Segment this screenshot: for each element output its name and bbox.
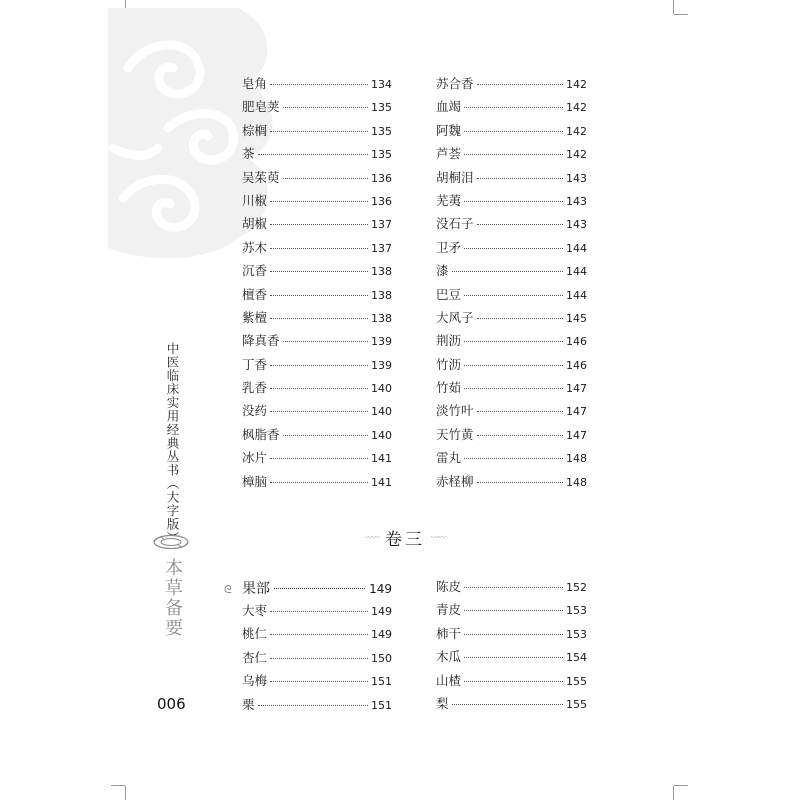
toc-entry[interactable]	[242, 425, 392, 448]
crop-mark	[674, 14, 688, 15]
leader-dots	[270, 295, 368, 296]
toc-entry-page: 138	[371, 265, 392, 279]
leader-dots	[464, 131, 563, 132]
toc-entry-name: 淡竹叶	[436, 403, 474, 419]
toc-entry-page: 152	[566, 581, 587, 594]
toc-entry-page: 139	[371, 335, 392, 349]
toc-entry-page: 135	[371, 101, 392, 115]
toc-entry-name: 乌梅	[242, 673, 268, 689]
toc-entry-name: 檀香	[242, 286, 268, 302]
leader-dots	[452, 704, 563, 705]
leader-dots	[258, 705, 368, 706]
toc-entry-page: 143	[566, 194, 587, 208]
toc-entry-page: 140	[371, 405, 392, 419]
toc-entry-name: 芦荟	[436, 146, 462, 162]
leader-dots	[270, 131, 368, 132]
toc-entry-name: 苏木	[242, 239, 268, 255]
toc-entry-page: 136	[371, 194, 392, 208]
toc-entry-name: 肥皂荚	[242, 99, 280, 115]
toc-entry-page: 150	[371, 651, 392, 665]
toc-entry-name: 没药	[242, 403, 268, 419]
toc-entry[interactable]	[242, 144, 392, 167]
leader-dots	[464, 341, 563, 342]
toc-entry-name: 竹沥	[436, 356, 462, 372]
toc-entry-page: 138	[371, 311, 392, 325]
toc-entry-page: 148	[566, 475, 587, 489]
toc-entry[interactable]	[436, 378, 587, 401]
toc-entry-name: 胡桐泪	[436, 169, 474, 185]
toc-entry-page: 142	[566, 148, 587, 162]
toc-entry[interactable]	[242, 97, 392, 120]
toc-entry-name: 沉香	[242, 263, 268, 279]
toc-column-right-top	[436, 74, 587, 495]
crop-mark	[673, 0, 674, 14]
toc-entry-page: 145	[566, 311, 587, 325]
toc-column-right-bottom	[436, 577, 587, 717]
toc-entry-name: 没石子	[436, 216, 474, 232]
toc-entry-page: 144	[566, 241, 587, 255]
toc-entry-page: 140	[371, 382, 392, 396]
toc-entry[interactable]	[436, 600, 587, 623]
toc-entry[interactable]	[242, 74, 392, 97]
toc-entry-name: 荆沥	[436, 333, 462, 349]
series-title: 中医临床实用经典丛书（大字版）	[165, 342, 180, 545]
toc-entry-page: 149	[371, 605, 392, 618]
leader-dots	[464, 295, 563, 296]
toc-entry-name: 胡椒	[242, 216, 268, 232]
toc-entry-page: 135	[371, 148, 392, 162]
toc-entry[interactable]	[436, 308, 587, 331]
leader-dots	[477, 84, 563, 85]
cloud-bullet-icon: ᘓ	[224, 583, 232, 596]
leader-dots	[270, 388, 368, 389]
toc-entry[interactable]	[436, 331, 587, 354]
toc-entry[interactable]	[436, 74, 587, 97]
toc-entry[interactable]	[436, 214, 587, 237]
leader-dots	[464, 107, 563, 108]
toc-entry-page: 148	[566, 452, 587, 466]
toc-entry-name: 阿魏	[436, 122, 462, 138]
page-number: 006	[157, 695, 186, 713]
toc-entry-page: 153	[566, 604, 587, 618]
toc-entry-name: 雷丸	[436, 450, 462, 466]
toc-entry-page: 147	[566, 405, 587, 419]
toc-entry-page: 151	[371, 698, 392, 712]
toc-entry[interactable]	[436, 647, 587, 670]
toc-entry[interactable]	[242, 648, 392, 671]
toc-entry-page: 151	[371, 675, 392, 689]
toc-entry-name: 梨	[436, 695, 449, 711]
toc-entry[interactable]	[242, 355, 392, 378]
toc-entry[interactable]	[436, 624, 587, 647]
toc-entry-name: 苏合香	[436, 76, 474, 91]
leader-dots	[477, 482, 563, 483]
leader-dots	[270, 611, 368, 612]
toc-entry-name: 枫脂香	[242, 426, 280, 442]
leader-dots	[270, 681, 368, 682]
leader-dots	[270, 201, 368, 202]
toc-entry-name: 桃仁	[242, 626, 268, 642]
toc-entry-name: 冰片	[242, 450, 268, 466]
leader-dots	[477, 435, 563, 436]
toc-entry-page: 137	[371, 218, 392, 232]
toc-entry[interactable]	[436, 577, 587, 600]
toc-entry[interactable]	[436, 238, 587, 261]
toc-entry[interactable]	[242, 671, 392, 694]
leader-dots	[270, 658, 368, 659]
toc-entry[interactable]	[436, 472, 587, 495]
left-ornament-icon: 〰〰	[365, 532, 379, 542]
toc-entry-page: 154	[566, 651, 587, 665]
toc-entry-page: 136	[371, 171, 392, 185]
toc-entry-name: 赤柽柳	[436, 473, 474, 489]
book-title: 本草备要	[162, 558, 183, 638]
toc-entry-name: 芜荑	[436, 192, 462, 208]
toc-entry[interactable]	[436, 425, 587, 448]
right-ornament-icon: 〰〰	[431, 532, 445, 542]
leader-dots	[464, 365, 563, 366]
toc-entry[interactable]	[242, 191, 392, 214]
toc-entry-page: 153	[566, 627, 587, 641]
leader-dots	[270, 224, 368, 225]
leader-dots	[477, 178, 563, 179]
title-ornament-icon	[152, 533, 190, 551]
leader-dots	[283, 435, 368, 436]
toc-entry[interactable]	[436, 671, 587, 694]
toc-entry[interactable]	[436, 355, 587, 378]
group-page: 149	[369, 582, 392, 596]
leader-dots	[464, 248, 563, 249]
leader-dots	[464, 634, 563, 635]
leader-dots	[270, 482, 368, 483]
toc-entry-page: 142	[566, 101, 587, 115]
toc-entry-name: 天竹黄	[436, 426, 474, 442]
toc-entry-page: 146	[566, 358, 587, 372]
leader-dots	[464, 681, 563, 682]
toc-entry-page: 147	[566, 428, 587, 442]
toc-entry-page: 143	[566, 218, 587, 232]
toc-entry-page: 134	[371, 78, 392, 91]
toc-entry[interactable]	[436, 144, 587, 167]
leader-dots	[270, 318, 368, 319]
toc-entry[interactable]	[242, 448, 392, 471]
leader-dots	[258, 154, 368, 155]
toc-entry[interactable]	[436, 121, 587, 144]
toc-entry[interactable]	[242, 401, 392, 424]
leader-dots	[464, 458, 563, 459]
crop-mark	[125, 786, 126, 800]
toc-entry-name: 青皮	[436, 602, 462, 618]
leader-dots	[270, 248, 368, 249]
toc-entry[interactable]	[242, 285, 392, 308]
toc-entry-page: 149	[371, 628, 392, 642]
toc-entry-name: 山楂	[436, 672, 462, 688]
toc-entry-page: 144	[566, 288, 587, 302]
leader-dots	[270, 411, 368, 412]
toc-entry-page: 144	[566, 265, 587, 279]
leader-dots	[270, 271, 368, 272]
toc-entry[interactable]	[242, 121, 392, 144]
toc-entry[interactable]	[242, 238, 392, 261]
toc-entry[interactable]	[242, 308, 392, 331]
toc-entry[interactable]	[242, 601, 392, 624]
toc-entry-name: 卫矛	[436, 239, 462, 255]
toc-entry-name: 皂角	[242, 76, 268, 91]
leader-dots	[477, 224, 563, 225]
toc-entry-page: 141	[371, 475, 392, 489]
toc-entry-name: 大枣	[242, 603, 268, 618]
leader-dots	[464, 388, 563, 389]
toc-entry-page: 135	[371, 124, 392, 138]
leader-dots	[464, 154, 563, 155]
leader-dots	[270, 634, 368, 635]
crop-mark	[673, 786, 674, 800]
toc-entry-page: 141	[371, 452, 392, 466]
toc-entry-name: 紫檀	[242, 309, 268, 325]
leader-dots	[283, 341, 368, 342]
leader-dots	[452, 271, 563, 272]
toc-entry-name: 栗	[242, 696, 255, 712]
toc-entry[interactable]	[242, 378, 392, 401]
toc-entry-name: 木瓜	[436, 649, 462, 665]
toc-entry-page: 138	[371, 288, 392, 302]
toc-entry-name: 陈皮	[436, 579, 462, 594]
toc-entry-name: 樟脑	[242, 473, 268, 489]
toc-group-heading[interactable]	[224, 578, 392, 598]
crop-mark	[674, 785, 688, 786]
leader-dots	[464, 201, 563, 202]
toc-entry[interactable]	[242, 168, 392, 191]
toc-entry-name: 乳香	[242, 380, 268, 396]
toc-entry-page: 143	[566, 171, 587, 185]
leader-dots	[464, 587, 563, 588]
toc-entry-page: 155	[566, 697, 587, 711]
leader-dots	[464, 657, 563, 658]
toc-entry[interactable]	[436, 168, 587, 191]
toc-entry-name: 川椒	[242, 192, 268, 208]
toc-entry[interactable]	[242, 214, 392, 237]
toc-column-left-top	[242, 74, 392, 495]
toc-entry-page: 137	[371, 241, 392, 255]
toc-entry[interactable]	[436, 261, 587, 284]
toc-entry[interactable]	[436, 694, 587, 717]
toc-entry-name: 棕榈	[242, 122, 268, 138]
toc-entry-page: 140	[371, 428, 392, 442]
leader-dots	[283, 178, 368, 179]
toc-entry-name: 降真香	[242, 333, 280, 349]
leader-dots	[464, 610, 563, 611]
toc-entry-page: 146	[566, 335, 587, 349]
toc-entry-name: 巴豆	[436, 286, 462, 302]
leader-dots	[270, 365, 368, 366]
toc-entry[interactable]	[436, 97, 587, 120]
toc-entry[interactable]	[242, 261, 392, 284]
toc-entry[interactable]	[436, 401, 587, 424]
toc-entry-name: 大风子	[436, 309, 474, 325]
toc-entry-name: 柿干	[436, 625, 462, 641]
toc-entry-page: 142	[566, 124, 587, 138]
toc-entry[interactable]	[436, 448, 587, 471]
toc-entry-name: 竹茹	[436, 380, 462, 396]
leader-dots	[477, 411, 563, 412]
toc-entry[interactable]	[242, 331, 392, 354]
toc-entry-name: 茶	[242, 146, 255, 162]
toc-entry-page: 155	[566, 674, 587, 688]
toc-entry[interactable]	[436, 285, 587, 308]
toc-entry-page: 142	[566, 78, 587, 91]
crop-mark	[111, 785, 125, 786]
section-title: 卷三	[385, 529, 425, 550]
section-heading	[350, 524, 460, 550]
leader-dots	[283, 107, 368, 108]
leader-dots	[477, 318, 563, 319]
toc-entry-page: 139	[371, 358, 392, 372]
toc-entry-name: 吴茱萸	[242, 169, 280, 185]
leader-dots	[270, 458, 368, 459]
toc-entry-name: 丁香	[242, 356, 268, 372]
toc-entry[interactable]	[242, 472, 392, 495]
toc-column-left-bottom	[242, 601, 392, 718]
leader-dots	[270, 84, 368, 85]
toc-entry[interactable]	[242, 695, 392, 718]
toc-entry[interactable]	[242, 624, 392, 647]
toc-entry-name: 漆	[436, 263, 449, 279]
toc-entry-name: 血竭	[436, 99, 462, 115]
leader-dots	[274, 588, 365, 589]
toc-entry-page: 147	[566, 382, 587, 396]
toc-entry[interactable]	[436, 191, 587, 214]
group-name: 果部	[242, 581, 270, 597]
toc-entry-name: 杏仁	[242, 649, 268, 665]
